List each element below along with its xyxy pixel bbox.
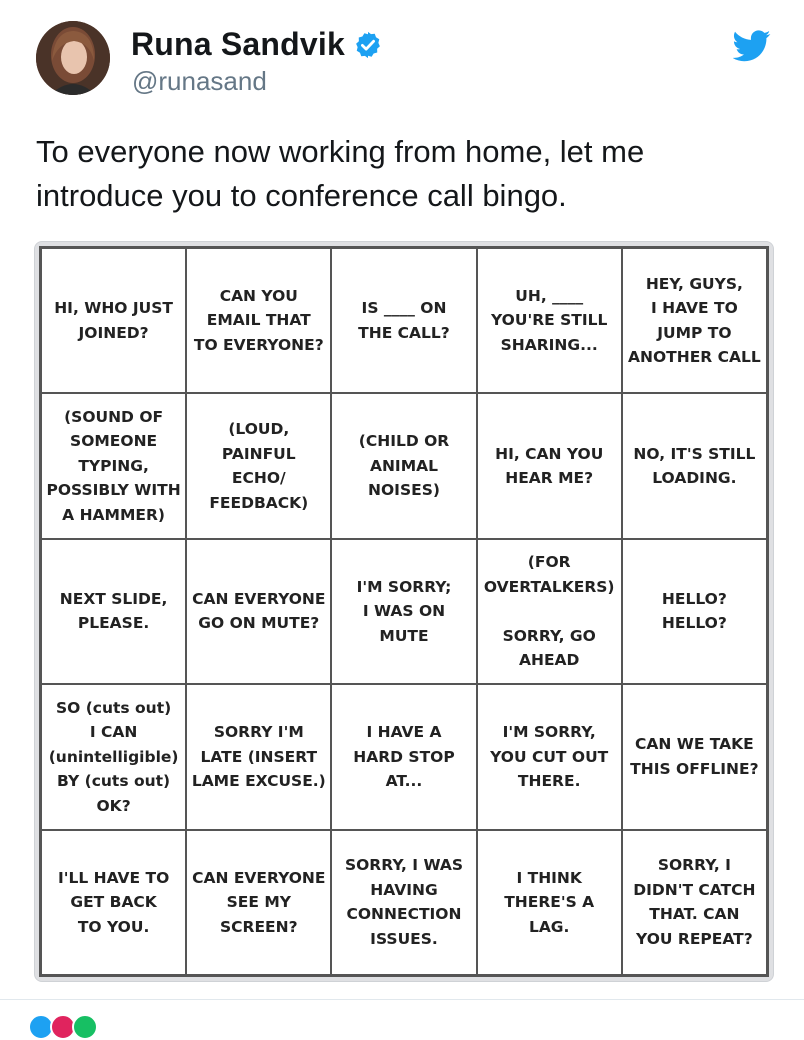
bingo-cell: SORRY, I DIDN'T CATCH THAT. CAN YOU REPEAT? bbox=[621, 829, 768, 976]
bingo-cell: SORRY, I WAS HAVING CONNECTION ISSUES. bbox=[330, 829, 477, 976]
bingo-cell: I'M SORRY; I WAS ON MUTE bbox=[330, 538, 477, 685]
tweet-text: To everyone now working from home, let me introduce you to conference call bingo. bbox=[36, 134, 645, 213]
footer-divider bbox=[0, 999, 804, 1000]
bingo-cell: HI, WHO JUST JOINED? bbox=[40, 247, 187, 394]
bingo-cell: (CHILD OR ANIMAL NOISES) bbox=[330, 392, 477, 539]
bingo-cell: SO (cuts out) I CAN (unintelligible) BY (cuts out) OK? bbox=[40, 683, 187, 830]
bingo-cell: (LOUD, PAINFUL ECHO/ FEEDBACK) bbox=[185, 392, 332, 539]
avatar-image bbox=[36, 21, 110, 95]
bingo-cell: HEY, GUYS, I HAVE TO JUMP TO ANOTHER CALL bbox=[621, 247, 768, 394]
bingo-cell: NEXT SLIDE, PLEASE. bbox=[40, 538, 187, 685]
bingo-cell: I THINK THERE'S A LAG. bbox=[476, 829, 623, 976]
bingo-cell: I HAVE A HARD STOP AT... bbox=[330, 683, 477, 830]
avatar[interactable] bbox=[36, 21, 110, 95]
bingo-cell: SORRY I'M LATE (INSERT LAME EXCUSE.) bbox=[185, 683, 332, 830]
bingo-cell: CAN EVERYONE SEE MY SCREEN? bbox=[185, 829, 332, 976]
bingo-cell: UH, ____ YOU'RE STILL SHARING... bbox=[476, 247, 623, 394]
author-handle[interactable]: @runasand bbox=[132, 66, 267, 96]
display-name[interactable]: Runa Sandvik bbox=[131, 26, 346, 62]
bingo-cell: HELLO? HELLO? bbox=[621, 538, 768, 685]
bingo-cell: I'M SORRY, YOU CUT OUT THERE. bbox=[476, 683, 623, 830]
reaction-icons[interactable] bbox=[28, 1014, 94, 1040]
bingo-cell: (SOUND OF SOMEONE TYPING, POSSIBLY WITH A HAMMER) bbox=[40, 392, 187, 539]
bingo-cell: NO, IT'S STILL LOADING. bbox=[621, 392, 768, 539]
bingo-cell: CAN EVERYONE GO ON MUTE? bbox=[185, 538, 332, 685]
twitter-bird-icon[interactable] bbox=[733, 30, 771, 62]
retweet-reaction-icon bbox=[72, 1014, 98, 1040]
tweet-media-image[interactable] bbox=[34, 241, 774, 982]
bingo-cell: IS ____ ON THE CALL? bbox=[330, 247, 477, 394]
verified-badge-icon bbox=[353, 30, 383, 60]
bingo-cell: (FOR OVERTALKERS) SORRY, GO AHEAD bbox=[476, 538, 623, 685]
bingo-cell: CAN YOU EMAIL THAT TO EVERYONE? bbox=[185, 247, 332, 394]
bingo-cell: I'LL HAVE TO GET BACK TO YOU. bbox=[40, 829, 187, 976]
bingo-cell: HI, CAN YOU HEAR ME? bbox=[476, 392, 623, 539]
author-name-row[interactable] bbox=[131, 26, 383, 63]
bingo-grid bbox=[39, 246, 769, 977]
bingo-cell: CAN WE TAKE THIS OFFLINE? bbox=[621, 683, 768, 830]
